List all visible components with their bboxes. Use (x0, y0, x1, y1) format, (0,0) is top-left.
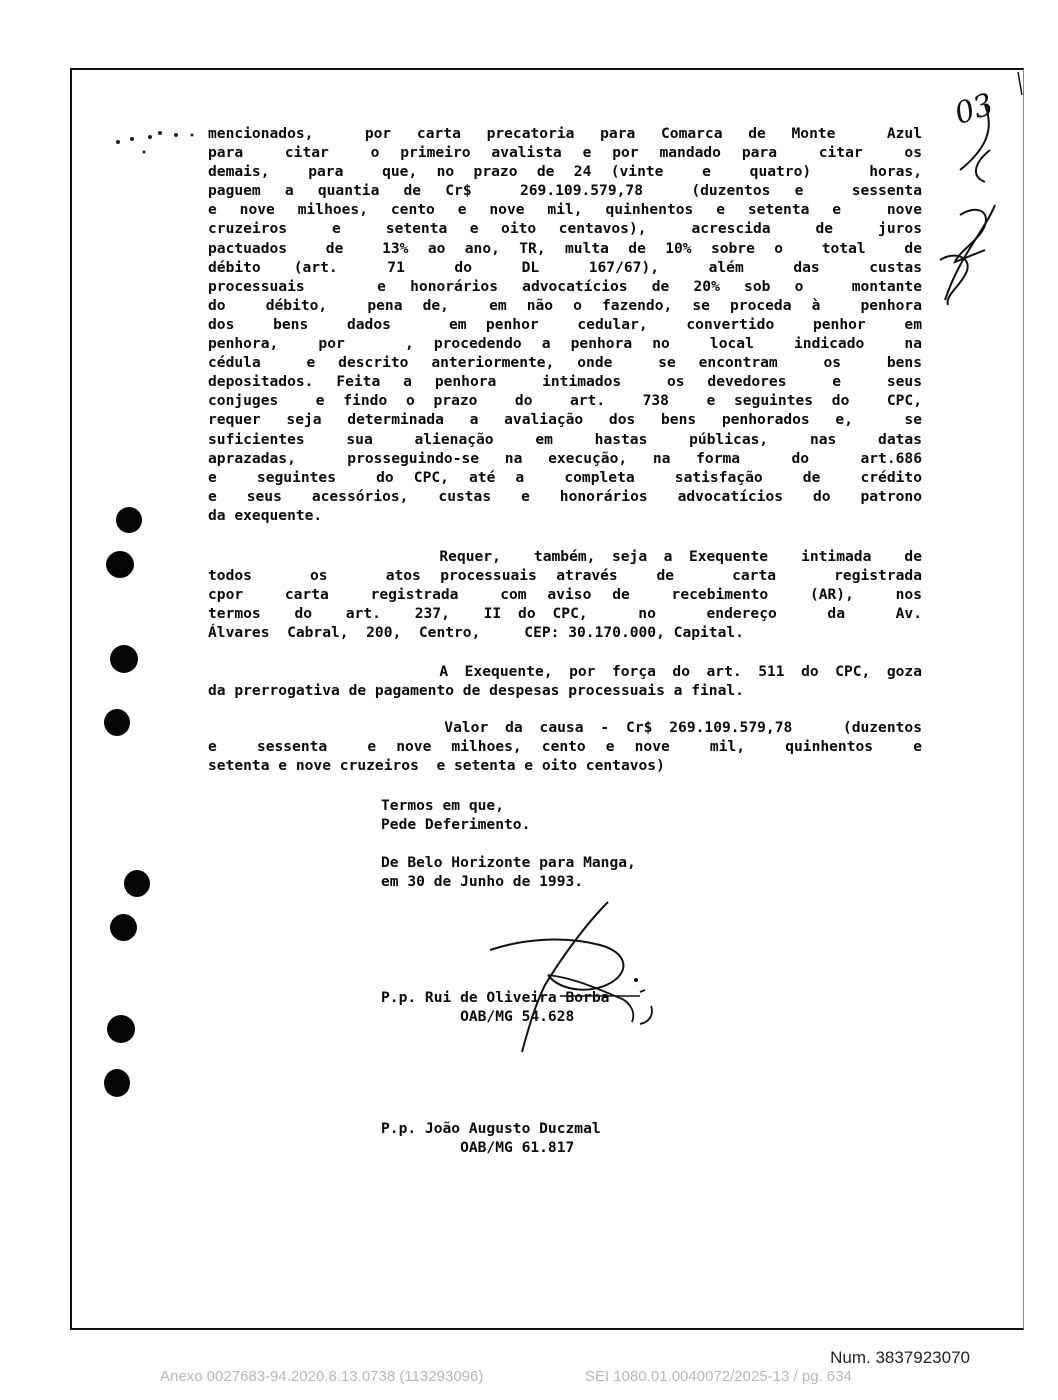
document-number: Num. 3837923070 (830, 1348, 970, 1367)
annex-watermark: Anexo 0027683-94.2020.8.13.0738 (113293096) (160, 1368, 484, 1385)
text-line: débito (art. 71 do DL 167/67), além das custas (208, 258, 922, 276)
text-line: pactuados de 13% ao ano, TR, multa de 10% sobre o total de (208, 239, 922, 257)
signature-block-2: P.p. João Augusto Duczmal OAB/MG 61.817 (381, 1120, 601, 1157)
text-line: penhora, por , procedendo a penhora no local indicado na (208, 335, 922, 353)
text-line: cpor carta registrada com aviso de recebimento (AR), nos (208, 586, 922, 604)
sei-page-watermark: SEI 1080.01.0040072/2025-13 / pg. 634 (585, 1368, 852, 1385)
text-line: Requer, também, seja a Exequente intimada de (208, 548, 922, 565)
text-line: processuais e honorários advocatícios de 20% sob o montante (208, 277, 922, 295)
text-line: cruzeiros e setenta e oito centavos), acrescida de juros (208, 220, 922, 238)
text-line: Álvares Cabral, 200, Centro, CEP: 30.170.000, Capital. (208, 624, 744, 642)
text-line: depositados. Feita a penhora intimados os devedores e seus (208, 373, 922, 391)
place-and-date: De Belo Horizonte para Manga, em 30 de Junho de 1993. (381, 854, 636, 891)
closing-formula: Termos em que, Pede Deferimento. (381, 797, 531, 834)
text-line: conjuges e findo o prazo do art. 738 e seguintes do CPC, (208, 392, 922, 410)
text-line: e nove milhoes, cento e nove mil, quinhentos e setenta e nove (208, 201, 922, 219)
margin-handwritten-number: 03 (950, 86, 998, 133)
text-line: aprazadas, prosseguindo-se na execução, na forma do art.686 (208, 449, 922, 467)
text-line: dos bens dados em penhor cedular, convertido penhor em (208, 315, 922, 333)
signature-block-1: P.p. Rui de Oliveira Borba OAB/MG 54.628 (381, 989, 610, 1026)
text-line: da prerrogativa de pagamento de despesas processuais a final. (208, 682, 744, 700)
text-line: Valor da causa - Cr$ 269.109.579,78 (duzentos (208, 719, 922, 736)
text-line: setenta e nove cruzeiros e setenta e oito centavos) (208, 757, 665, 775)
text-line: paguem a quantia de Cr$ 269.109.579,78 (duzentos e sessenta (208, 182, 922, 200)
text-line: cédula e descrito anteriormente, onde se encontram os bens (208, 354, 922, 372)
text-line: termos do art. 237, II do CPC, no endereço da Av. (208, 605, 922, 623)
text-line: requer seja determinada a avaliação dos bens penhorados e, se (208, 411, 922, 429)
text-line: e sessenta e nove milhoes, cento e nove mil, quinhentos e (208, 738, 922, 756)
text-line: suficientes sua alienação em hastas públicas, nas datas (208, 430, 922, 448)
text-line: demais, para que, no prazo de 24 (vinte e quatro) horas, (208, 163, 922, 181)
text-line: A Exequente, por força do art. 511 do CPC, goza (208, 663, 922, 680)
text-line: para citar o primeiro avalista e por mandado para citar os (208, 144, 922, 162)
text-line: e seguintes do CPC, até a completa satisfação de crédito (208, 468, 922, 486)
text-line: todos os atos processuais através de carta registrada (208, 567, 922, 585)
text-line: mencionados, por carta precatoria para Comarca de Monte Azul (208, 125, 922, 142)
text-line: e seus acessórios, custas e honorários advocatícios do patrono (208, 487, 922, 505)
text-line: do débito, pena de, em não o fazendo, se proceda à penhora (208, 296, 922, 314)
text-line: da exequente. (208, 506, 323, 524)
